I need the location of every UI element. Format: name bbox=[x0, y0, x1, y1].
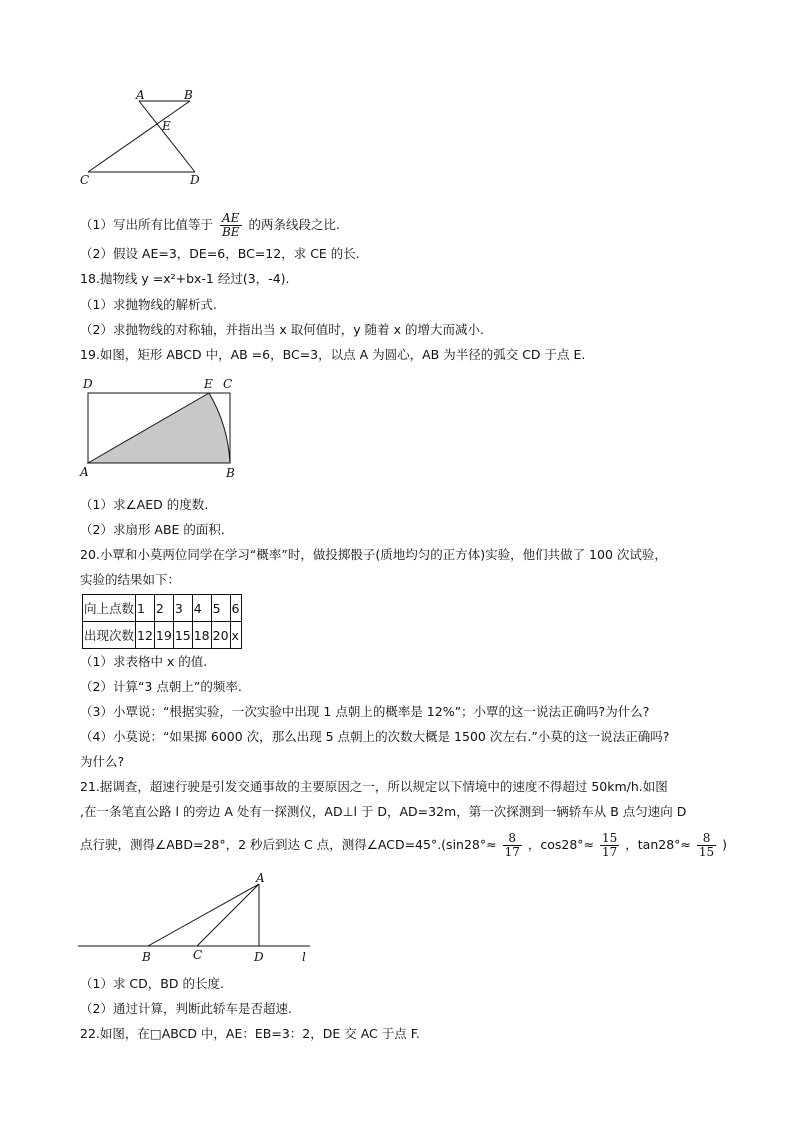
table-cell: 6 bbox=[230, 595, 241, 622]
q18-part2: （2）求抛物线的对称轴，并指出当 x 取何值时，y 随着 x 的增大而减小. bbox=[80, 322, 484, 337]
table-cell: 19 bbox=[154, 622, 173, 649]
label-d: D bbox=[254, 950, 264, 964]
fraction-cos28: $\frac{15}{17}$ bbox=[602, 831, 618, 859]
label-a: A bbox=[80, 465, 89, 479]
q20-part1: （1）求表格中 x 的值. bbox=[80, 654, 208, 669]
label-e: E bbox=[162, 119, 171, 133]
label-c: C bbox=[80, 173, 90, 186]
label-a: A bbox=[256, 871, 265, 885]
table-cell: 2 bbox=[154, 595, 173, 622]
table-cell: 20 bbox=[211, 622, 230, 649]
table-cell: 5 bbox=[211, 595, 230, 622]
q21-stem-line2: ,在一条笔直公路 l 的旁边 A 处有一探测仪，AD⊥l 于 D，AD=32m，第一次探测到一辆轿车从 B 点匀速向 D bbox=[80, 804, 687, 819]
fraction-tan28: $\frac{8}{15}$ bbox=[698, 831, 715, 859]
label-c: C bbox=[193, 948, 203, 962]
q18-part1: （1）求抛物线的解析式. bbox=[80, 297, 217, 312]
q21-stem-line1: 21.据调查，超速行驶是引发交通事故的主要原因之一，所以规定以下情境中的速度不得超过 50km/h.如图 bbox=[80, 779, 668, 794]
experiment-table bbox=[82, 594, 242, 649]
table-cell: 1 bbox=[136, 595, 155, 622]
label-a: A bbox=[136, 88, 145, 102]
q20-part4-line2: 为什么? bbox=[80, 754, 125, 769]
q22-stem: 22.如图，在□ABCD 中，AE：EB=3：2，DE 交 AC 于点 F. bbox=[80, 1026, 420, 1041]
label-d: D bbox=[83, 377, 93, 391]
q21-stem-line3: 点行驶，测得∠ABD=28°，2 秒后到达 C 点，测得∠ACD=45°.(sin28°≈ $\frac{8}{17}$ ，cos28°≈ $\frac{15}{17}$ ，tan28°≈ $\frac{8}{15}$ ) bbox=[80, 831, 728, 859]
q18-stem: 18.抛物线 y =x²+bx-1 经过(3，-4). bbox=[80, 271, 290, 286]
q20-part4-line1: （4）小莫说：“如果掷 6000 次，那么出现 5 点朝上的次数大概是 1500 次左右.”小莫的这一说法正确吗? bbox=[80, 729, 670, 744]
label-b: B bbox=[184, 88, 193, 102]
table-cell: 18 bbox=[192, 622, 211, 649]
table-row bbox=[83, 595, 242, 622]
label-d: D bbox=[190, 173, 200, 186]
figure-road-detector bbox=[76, 870, 326, 970]
table-cell: 向上点数 bbox=[83, 595, 136, 622]
fraction-sin28: $\frac{8}{17}$ bbox=[504, 831, 520, 859]
q20-part3: （3）小覃说：“根据实验，一次实验中出现 1 点朝上的概率是 12%”；小覃的这一说法正确吗?为什么? bbox=[80, 704, 650, 719]
table-cell: 15 bbox=[173, 622, 192, 649]
q17-part1: （1）写出所有比值等于 $\frac{AE}{BE}$ 的两条线段之比. bbox=[80, 211, 340, 239]
q19-stem: 19.如图，矩形 ABCD 中，AB =6，BC=3，以点 A 为圆心，AB 为半径的弧交 CD 于点 E. bbox=[80, 347, 586, 362]
q20-stem-line1: 20.小覃和小莫两位同学在学习“概率”时，做投掷骰子(质地均匀的正方体)实验，他们共做了 100 次试验， bbox=[80, 547, 667, 562]
fraction-ae-be: $\frac{AE}{BE}$ bbox=[221, 211, 240, 239]
table-row bbox=[83, 622, 242, 649]
q21-part1: （1）求 CD，BD 的长度. bbox=[80, 976, 224, 991]
table-cell: 出现次数 bbox=[83, 622, 136, 649]
table-cell: x bbox=[230, 622, 241, 649]
figure-triangles-abe-cde bbox=[76, 86, 216, 186]
label-b: B bbox=[142, 950, 151, 964]
label-e: E bbox=[204, 377, 213, 391]
q17-part2: （2）假设 AE=3，DE=6，BC=12，求 CE 的长. bbox=[80, 246, 360, 261]
table-cell: 12 bbox=[136, 622, 155, 649]
label-b: B bbox=[226, 466, 235, 480]
q19-part1: （1）求∠AED 的度数. bbox=[80, 497, 209, 512]
label-c: C bbox=[223, 377, 233, 391]
q20-part2: （2）计算“3 点朝上”的频率. bbox=[80, 679, 242, 694]
table-cell: 4 bbox=[192, 595, 211, 622]
q19-part2: （2）求扇形 ABE 的面积. bbox=[80, 522, 225, 537]
figure-rectangle-sector bbox=[76, 372, 246, 482]
label-l: l bbox=[302, 950, 306, 964]
q20-stem-line2: 实验的结果如下： bbox=[80, 572, 181, 587]
q21-part2: （2）通过计算，判断此轿车是否超速. bbox=[80, 1001, 292, 1016]
table-cell: 3 bbox=[173, 595, 192, 622]
